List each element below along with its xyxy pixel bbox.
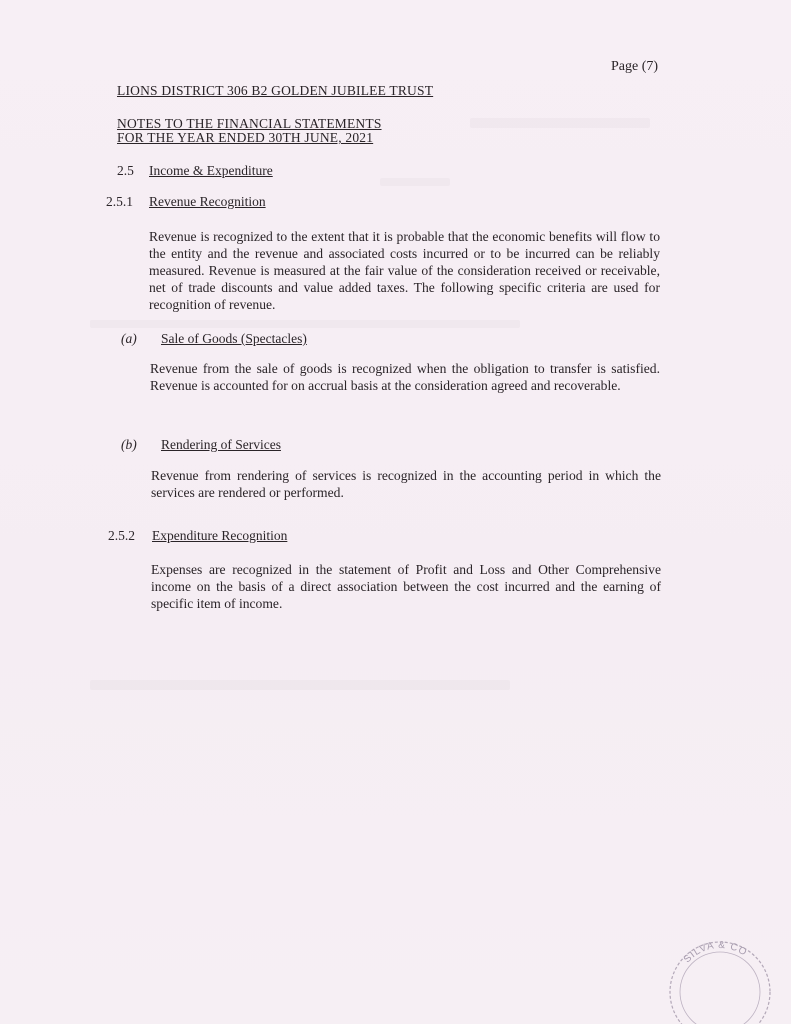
auditor-stamp [650,932,780,1024]
subsection-letter: (a) [121,331,137,346]
subsection-letter: (b) [121,437,137,452]
page-number: Page (7) [611,59,659,74]
section-number: 2.5.2 [108,528,135,543]
section-number: 2.5.1 [106,194,133,209]
stamp-text: SILVA & CO [681,939,750,966]
subsection-paragraph: Revenue from the sale of goods is recognized when the obligation to transfer is satisfied. Revenue is accounted for on accrual basis at the consideration agreed and recoverable. [150,361,660,393]
section-paragraph: Expenses are recognized in the statement of Profit and Loss and Other Comprehensive income on the basis of a direct association between the cost incurred and the earning of specific item of income. [151,562,661,611]
section-heading: Revenue Recognition [149,194,266,209]
bleed-through-mark [470,118,650,128]
section-number: 2.5 [117,163,134,178]
subsection-heading: Sale of Goods (Spectacles) [161,331,307,346]
subsection-paragraph: Revenue from rendering of services is recognized in the accounting period in which the services are rendered or performed. [151,468,661,500]
organization-title: LIONS DISTRICT 306 B2 GOLDEN JUBILEE TRUST [117,83,434,98]
bleed-through-mark [90,680,510,690]
section-heading: Income & Expenditure [149,163,273,178]
notes-title-line-2: FOR THE YEAR ENDED 30TH JUNE, 2021 [117,130,374,145]
bleed-through-mark [90,320,520,328]
subsection-heading: Rendering of Services [161,437,281,452]
section-paragraph: Revenue is recognized to the extent that it is probable that the economic benefits will flow to the entity and the revenue and associated costs incurred or to be incurred can be reliably measured. Revenue is measured at the fair value of the consideration received or receivable, net of trade discounts and value added taxes. The following specific criteria are used for recognition of revenue. [149,229,660,312]
bleed-through-mark [380,178,450,186]
notes-title-line-1: NOTES TO THE FINANCIAL STATEMENTS [117,116,382,131]
section-heading: Expenditure Recognition [152,528,288,543]
